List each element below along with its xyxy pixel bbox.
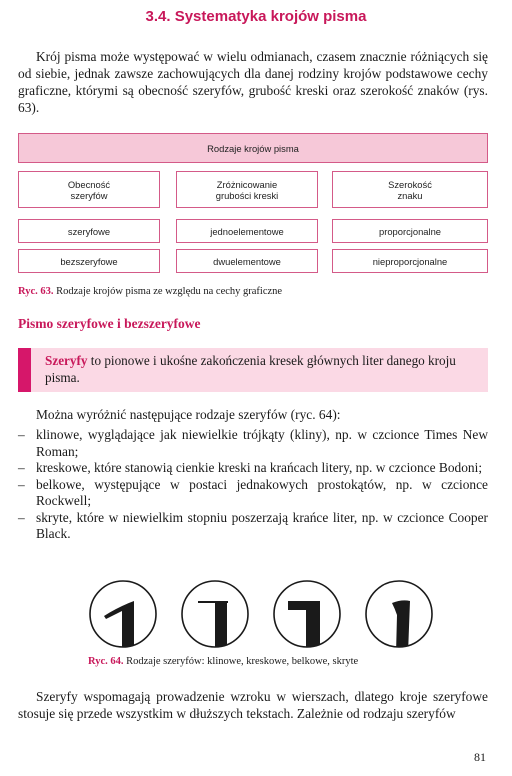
list-item: – skryte, które w niewielkim stopniu poszerzają krańce liter, np. w czcionce Cooper Black. (18, 509, 488, 541)
diagram-leaf-monoline: jednoelementowe (176, 219, 318, 243)
diagram-leaf-proportional: proporcjonalne (332, 219, 488, 243)
closing-paragraph: Szeryfy wspomagają prowadzenie wzroku w wierszach, dlatego kroje szeryfowe stosuje się przede wszystkim w dłuższych tekstach. Zależnie od rodzaju szeryfów (18, 689, 488, 721)
list-item: – klinowe, wyglądające jak niewielkie trójkąty (kliny), np. w czcionce Times New Roman; (18, 427, 488, 459)
subheading: Pismo szeryfowe i bezszeryfowe (18, 316, 201, 331)
diagram-root-box: Rodzaje krojów pisma (18, 133, 488, 163)
definition-text: Szeryfy to pionowe i ukośne zakończenia kresek głównych liter danego kroju pisma. (45, 353, 456, 385)
diagram-leaf-two-element: dwuelementowe (176, 249, 318, 273)
diagram-category-serifs: Obecność szeryfów (18, 171, 160, 208)
serif-types-list (18, 427, 488, 543)
diagram-leaf-non-proportional: nieproporcjonalne (332, 249, 488, 273)
figure-caption-63: Ryc. 63. Rodzaje krojów pisma ze względu na cechy graficzne (18, 286, 283, 297)
list-intro: Można wyróżnić następujące rodzaje szeryfów (ryc. 64): (36, 407, 341, 422)
serif-examples-figure (88, 579, 434, 649)
figure-caption-64: Ryc. 64. Rodzaje szeryfów: klinowe, kreskowe, belkowe, skryte (88, 656, 359, 667)
section-title: 3.4. Systematyka krojów pisma (145, 8, 367, 25)
diagram-category-width: Szerokość znaku (332, 171, 488, 208)
definition-box (18, 348, 488, 392)
slab-serif-icon (272, 579, 342, 649)
diagram-leaf-serif: szeryfowe (18, 219, 160, 243)
flared-serif-icon (364, 579, 434, 649)
list-item: – kreskowe, które stanowią cienkie kreski na krańcach litery, np. w czcionce Bodoni; (18, 460, 483, 475)
intro-paragraph: Krój pisma może występować w wielu odmianach, czasem znacznie różniących się od siebie, jednak zawsze zachowujących dla danej rodziny krojów podstawowe cechy graficzne, którymi są obecność szeryfów, grubość kreski oraz szerokość znaków (rys. 63). (18, 49, 488, 115)
typeface-classification-diagram (18, 133, 488, 273)
page-number: 81 (474, 750, 486, 764)
diagram-leaf-sans-serif: bezszeryfowe (18, 249, 160, 273)
hairline-serif-icon (180, 579, 250, 649)
wedge-serif-icon (88, 579, 158, 649)
list-item: – belkowe, występujące w postaci jednakowych prostokątów, np. w czcionce Rockwell; (18, 476, 488, 508)
definition-accent-bar (18, 348, 31, 392)
diagram-category-stroke: Zróżnicowanie grubości kreski (176, 171, 318, 208)
